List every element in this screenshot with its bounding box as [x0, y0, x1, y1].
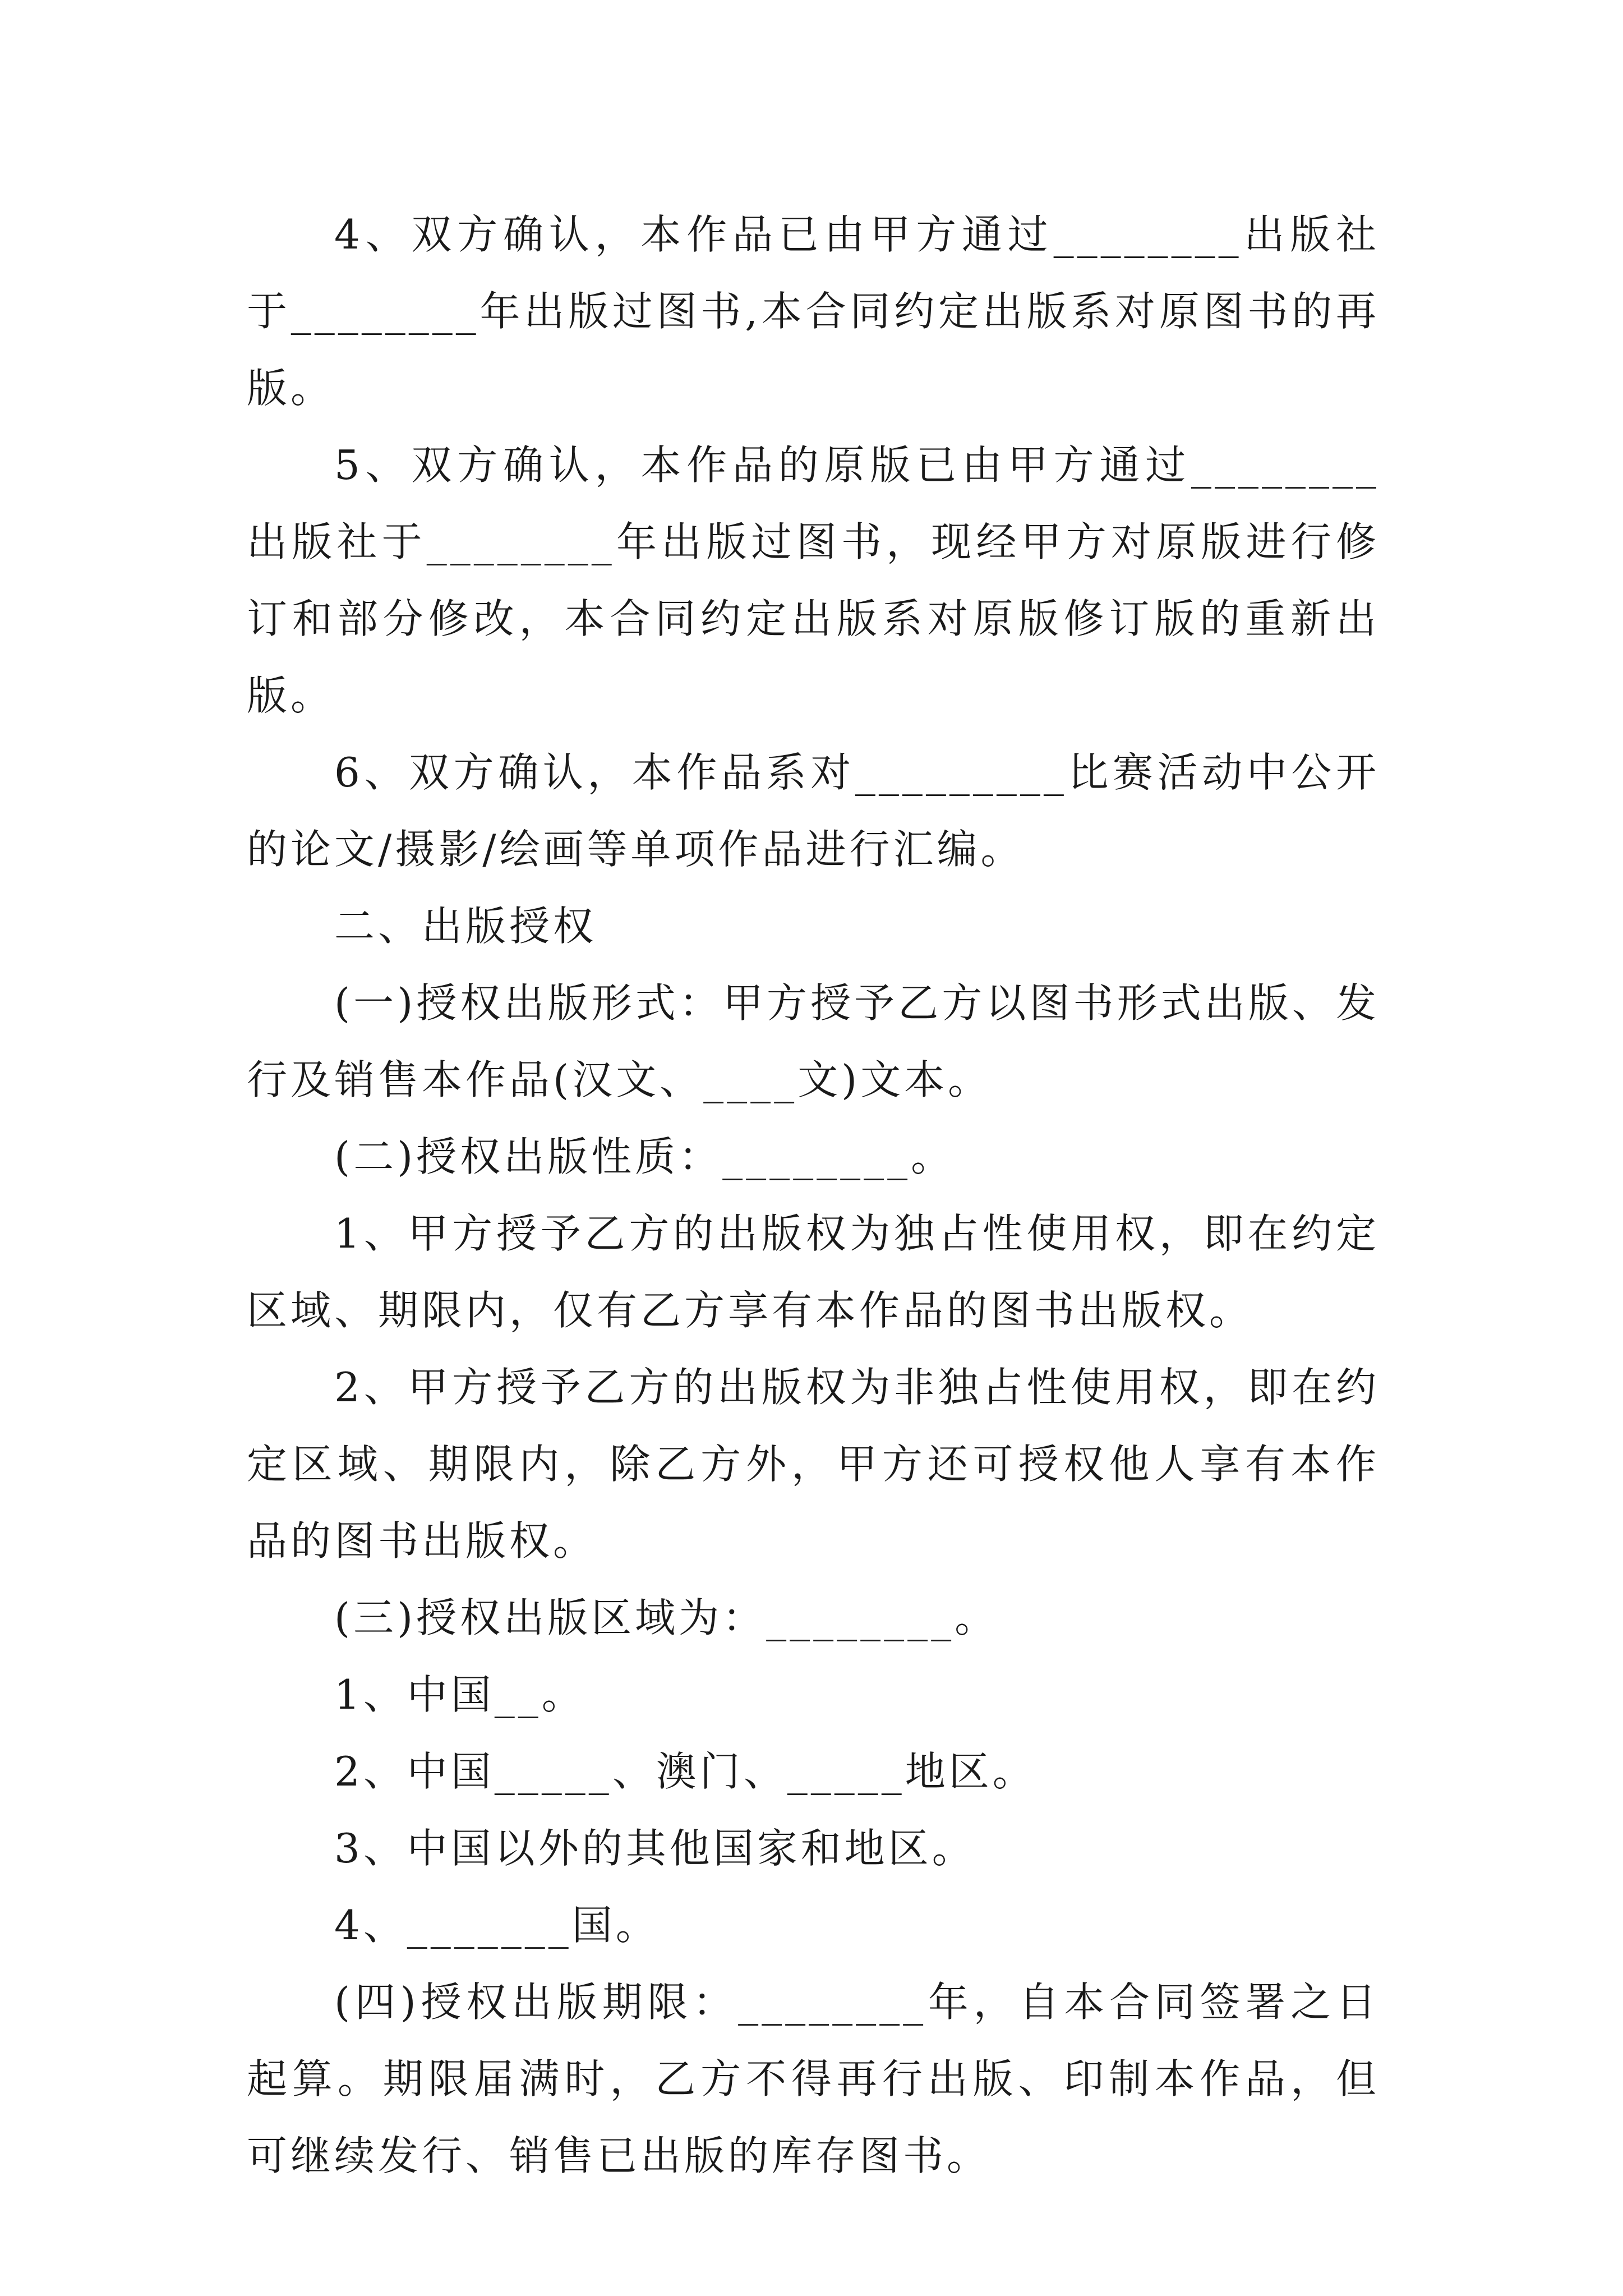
paragraph-region-option-1: 1、中国__。	[334, 1671, 585, 1718]
paragraph-clause-5: 5、双方确认，本作品的原版已由甲方通过________出版社于________年出版过图书，现经甲方对原版进行修订和部分修改，本合同约定出版系对原版修订版的重新出版。	[247, 441, 1380, 719]
paragraph-region-option-4: 4、_______国。	[334, 1902, 660, 1949]
paragraph-authorized-nature: (二)授权出版性质：________。	[334, 1133, 955, 1180]
paragraph-authorized-region: (三)授权出版区域为：________。	[334, 1594, 999, 1641]
document-body	[247, 196, 1380, 2194]
paragraph-authorized-form: (一)授权出版形式：甲方授予乙方以图书形式出版、发行及销售本作品(汉文、____文)文本。	[247, 979, 1380, 1103]
paragraph-exclusive-right: 1、甲方授予乙方的出版权为独占性使用权，即在约定区域、期限内，仅有乙方享有本作品的图书出版权。	[247, 1210, 1380, 1334]
paragraph-region-option-3: 3、中国以外的其他国家和地区。	[334, 1825, 976, 1872]
paragraph-clause-6: 6、双方确认，本作品系对_________比赛活动中公开的论文/摄影/绘画等单项作品进行汇编。	[247, 749, 1380, 873]
paragraph-authorized-term: (四)授权出版期限：________年，自本合同签署之日起算。期限届满时，乙方不得再行出版、印制本作品，但可继续发行、销售已出版的库存图书。	[247, 1978, 1380, 2179]
paragraph-non-exclusive-right: 2、甲方授予乙方的出版权为非独占性使用权，即在约定区域、期限内，除乙方外，甲方还可授权他人享有本作品的图书出版权。	[247, 1364, 1380, 1565]
paragraph-clause-4: 4、双方确认，本作品已由甲方通过________出版社于________年出版过图书,本合同约定出版系对原图书的再版。	[247, 211, 1380, 412]
paragraph-region-option-2: 2、中国_____、澳门、_____地区。	[334, 1748, 1036, 1795]
section-heading-publishing-authorization: 二、出版授权	[334, 903, 597, 950]
